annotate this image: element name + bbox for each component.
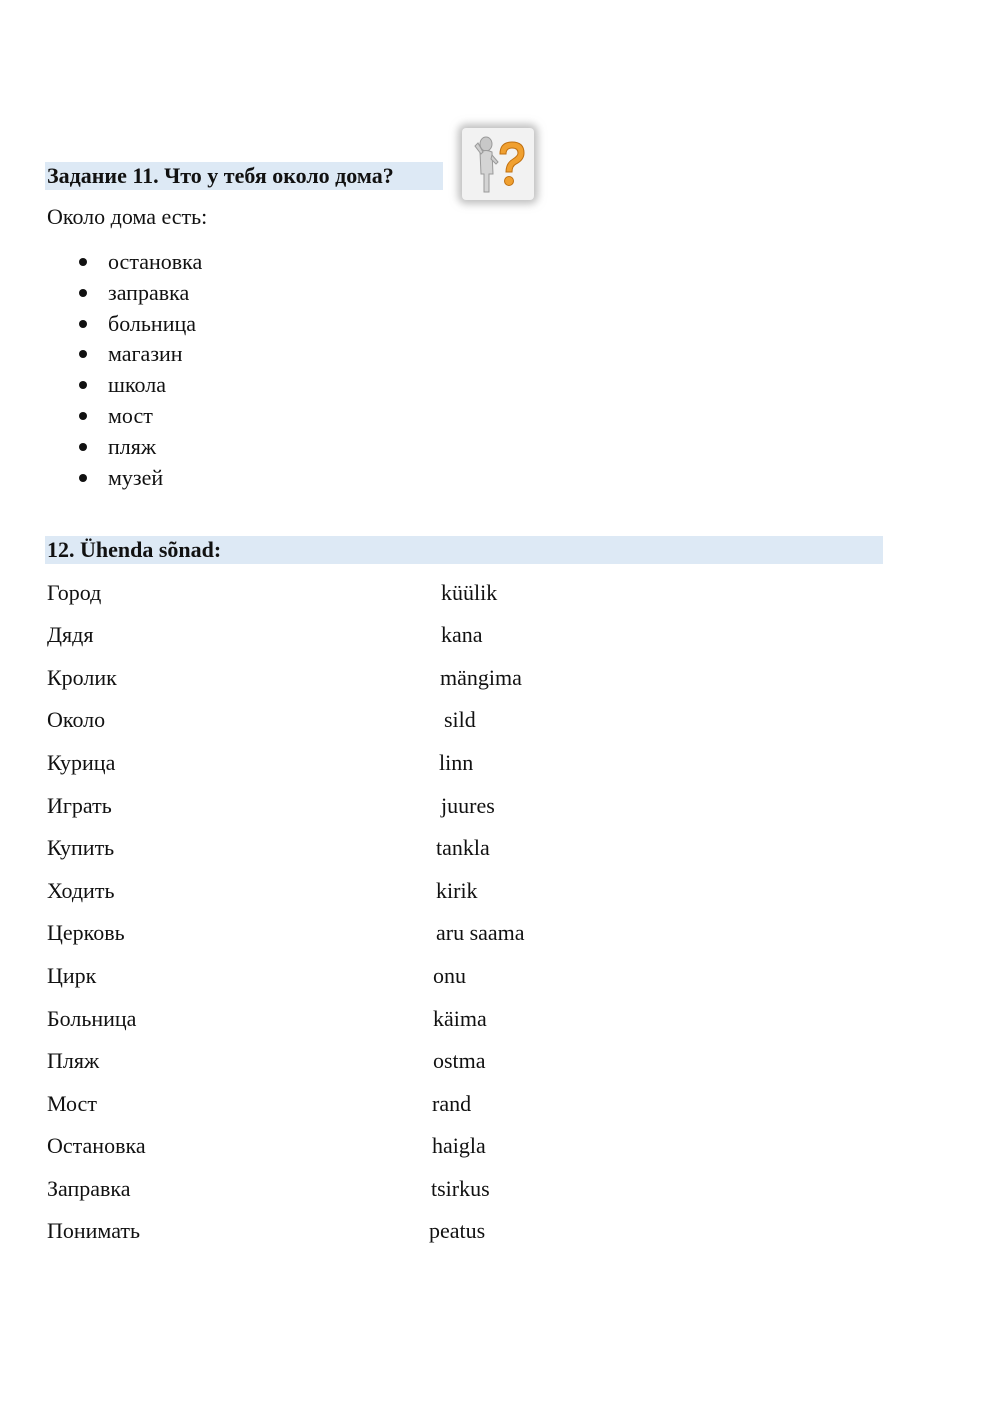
estonian-word: kirik xyxy=(436,878,478,903)
bullet-icon xyxy=(79,443,87,451)
estonian-word: juures xyxy=(441,793,495,818)
estonian-word: rand xyxy=(432,1091,472,1116)
task-11-heading-text: Задание 11. Что у тебя около дома? xyxy=(47,163,394,188)
russian-word: Цирк xyxy=(47,963,97,988)
estonian-word: küülik xyxy=(441,580,498,605)
russian-word: Играть xyxy=(47,793,112,818)
russian-word: Кролик xyxy=(47,665,117,690)
task-12-heading xyxy=(45,536,883,564)
bullet-icon xyxy=(79,381,87,389)
russian-word: Ходить xyxy=(47,878,115,903)
bullet-icon xyxy=(79,412,87,420)
russian-word: Курица xyxy=(47,750,116,775)
task-11-heading xyxy=(45,162,443,190)
question-figure-icon xyxy=(462,128,534,200)
bullet-icon xyxy=(79,320,87,328)
bullet-icon xyxy=(79,258,87,266)
bullet-icon xyxy=(79,350,87,358)
estonian-word: käima xyxy=(433,1006,487,1031)
task-12-heading-text: 12. Ühenda sõnad: xyxy=(47,537,222,562)
russian-word: Заправка xyxy=(47,1176,131,1201)
estonian-word: onu xyxy=(433,963,466,988)
russian-word: Остановка xyxy=(47,1133,146,1158)
estonian-word: linn xyxy=(439,750,474,775)
estonian-word: sild xyxy=(444,707,476,732)
russian-word: Мост xyxy=(47,1091,97,1116)
estonian-word: ostma xyxy=(433,1048,486,1073)
estonian-word: kana xyxy=(441,622,483,647)
intro-text: Около дома есть: xyxy=(47,204,208,229)
bullet-icon xyxy=(79,289,87,297)
estonian-word: peatus xyxy=(429,1218,486,1243)
bullet-icon xyxy=(79,474,87,482)
russian-word: Город xyxy=(47,580,102,605)
russian-word: Понимать xyxy=(47,1218,141,1243)
russian-word: Больница xyxy=(47,1006,137,1031)
estonian-word: haigla xyxy=(432,1133,486,1158)
russian-word: Дядя xyxy=(47,622,94,647)
estonian-word: aru saama xyxy=(436,920,525,945)
russian-word: Церковь xyxy=(47,920,125,945)
estonian-word: tankla xyxy=(436,835,490,860)
estonian-word: tsirkus xyxy=(431,1176,490,1201)
russian-word: Купить xyxy=(47,835,115,860)
estonian-word: mängima xyxy=(440,665,522,690)
russian-word: Около xyxy=(47,707,106,732)
russian-word: Пляж xyxy=(47,1048,100,1073)
